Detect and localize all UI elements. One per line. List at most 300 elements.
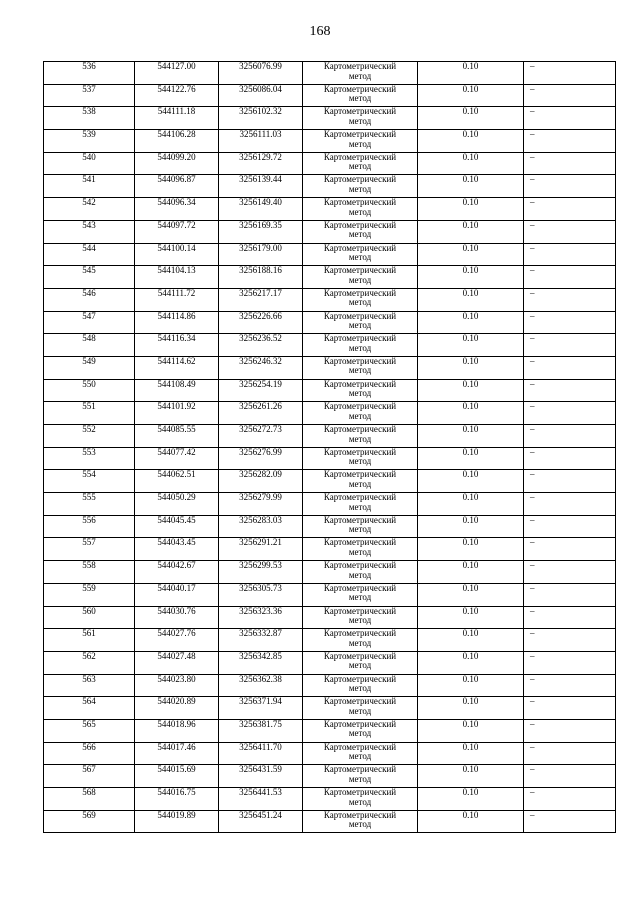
method-line-1: Картометрический [323,742,397,752]
y-coordinate-cell: 3256291.21 [219,538,303,561]
method-line-1: Картометрический [323,265,397,276]
point-number-cell: 562 [44,651,135,674]
y-coordinate-cell: 3256236.52 [219,334,303,357]
point-number-cell: 569 [44,810,135,833]
method-line-1: Картометрический [323,333,397,344]
accuracy-cell: 0.10 [418,561,524,584]
method-cell [303,561,418,584]
method-line-1: Картометрический [323,764,397,775]
x-coordinate-cell: 544027.76 [135,629,219,652]
note-cell: – [524,356,616,379]
method-line-1: Картометрический [323,243,397,253]
table-row [44,674,616,697]
accuracy-cell: 0.10 [418,62,524,85]
x-coordinate-cell: 544096.34 [135,198,219,221]
x-coordinate-cell: 544114.86 [135,311,219,334]
accuracy-cell: 0.10 [418,765,524,788]
table-row [44,288,616,311]
table-row [44,470,616,493]
x-coordinate-cell: 544017.46 [135,742,219,765]
accuracy-cell: 0.10 [418,810,524,833]
method-line-1: Картометрический [323,719,397,729]
method-line-2: метод [348,546,372,557]
method-cell [303,447,418,470]
note-cell: – [524,175,616,198]
y-coordinate-cell: 3256149.40 [219,198,303,221]
note-cell: – [524,765,616,788]
note-cell: – [524,130,616,153]
method-cell [303,243,418,266]
accuracy-cell: 0.10 [418,583,524,606]
x-coordinate-cell: 544096.87 [135,175,219,198]
method-cell [303,470,418,493]
method-line-2: метод [348,138,372,149]
accuracy-cell: 0.10 [418,629,524,652]
accuracy-cell: 0.10 [418,447,524,470]
accuracy-cell: 0.10 [418,379,524,402]
x-coordinate-cell: 544030.76 [135,606,219,629]
y-coordinate-cell: 3256102.32 [219,107,303,130]
method-line-2: метод [348,592,372,603]
point-number-cell: 554 [44,470,135,493]
method-line-2: метод [348,297,372,308]
method-cell [303,697,418,720]
y-coordinate-cell: 3256272.73 [219,425,303,448]
x-coordinate-cell: 544114.62 [135,356,219,379]
table-row [44,220,616,243]
method-line-2: метод [348,478,372,489]
table-row [44,515,616,538]
y-coordinate-cell: 3256188.16 [219,266,303,289]
accuracy-cell: 0.10 [418,243,524,266]
table-row [44,62,616,85]
y-coordinate-cell: 3256381.75 [219,719,303,742]
method-line-2: метод [348,773,372,784]
method-line-2: метод [348,569,372,580]
table-row [44,266,616,289]
method-line-2: метод [348,751,372,762]
table-row [44,84,616,107]
method-cell [303,719,418,742]
method-cell [303,788,418,811]
method-line-1: Картометрический [323,106,397,117]
x-coordinate-cell: 544050.29 [135,493,219,516]
accuracy-cell: 0.10 [418,788,524,811]
x-coordinate-cell: 544018.96 [135,719,219,742]
note-cell: – [524,561,616,584]
y-coordinate-cell: 3256129.72 [219,152,303,175]
method-line-2: метод [348,70,372,81]
method-line-2: метод [348,683,372,694]
point-number-cell: 538 [44,107,135,130]
accuracy-cell: 0.10 [418,719,524,742]
x-coordinate-cell: 544015.69 [135,765,219,788]
x-coordinate-cell: 544020.89 [135,697,219,720]
y-coordinate-cell: 3256332.87 [219,629,303,652]
y-coordinate-cell: 3256411.70 [219,742,303,765]
method-line-1: Картометрический [323,651,397,661]
coordinates-table-body [44,62,616,833]
table-row [44,583,616,606]
y-coordinate-cell: 3256076.99 [219,62,303,85]
method-cell [303,606,418,629]
table-row [44,651,616,674]
method-line-2: метод [348,365,372,376]
note-cell: – [524,152,616,175]
point-number-cell: 544 [44,243,135,266]
method-line-1: Картометрический [323,61,397,71]
method-cell [303,84,418,107]
x-coordinate-cell: 544016.75 [135,788,219,811]
point-number-cell: 560 [44,606,135,629]
note-cell: – [524,243,616,266]
method-line-1: Картометрический [323,84,397,94]
method-line-1: Картометрический [323,560,397,571]
y-coordinate-cell: 3256371.94 [219,697,303,720]
y-coordinate-cell: 3256111.03 [219,130,303,153]
note-cell: – [524,493,616,516]
y-coordinate-cell: 3256261.26 [219,402,303,425]
y-coordinate-cell: 3256217.17 [219,288,303,311]
method-cell [303,62,418,85]
y-coordinate-cell: 3256169.35 [219,220,303,243]
point-number-cell: 543 [44,220,135,243]
accuracy-cell: 0.10 [418,538,524,561]
note-cell: – [524,220,616,243]
note-cell: – [524,697,616,720]
x-coordinate-cell: 544100.14 [135,243,219,266]
point-number-cell: 553 [44,447,135,470]
accuracy-cell: 0.10 [418,311,524,334]
x-coordinate-cell: 544111.72 [135,288,219,311]
table-row [44,379,616,402]
x-coordinate-cell: 544099.20 [135,152,219,175]
method-line-2: метод [348,252,372,262]
note-cell: – [524,651,616,674]
method-cell [303,629,418,652]
method-line-2: метод [348,93,372,104]
y-coordinate-cell: 3256279.99 [219,493,303,516]
method-line-2: метод [348,615,372,625]
method-line-2: метод [348,115,372,126]
x-coordinate-cell: 544019.89 [135,810,219,833]
method-cell [303,810,418,833]
table-row [44,356,616,379]
note-cell: – [524,538,616,561]
table-row [44,629,616,652]
method-cell [303,288,418,311]
table-row [44,311,616,334]
point-number-cell: 550 [44,379,135,402]
table-row [44,765,616,788]
point-number-cell: 564 [44,697,135,720]
point-number-cell: 558 [44,561,135,584]
point-number-cell: 551 [44,402,135,425]
method-line-2: метод [348,660,372,671]
y-coordinate-cell: 3256342.85 [219,651,303,674]
point-number-cell: 566 [44,742,135,765]
table-row [44,810,616,833]
accuracy-cell: 0.10 [418,198,524,221]
accuracy-cell: 0.10 [418,266,524,289]
accuracy-cell: 0.10 [418,107,524,130]
y-coordinate-cell: 3256246.32 [219,356,303,379]
table-row [44,402,616,425]
table-row [44,561,616,584]
y-coordinate-cell: 3256282.09 [219,470,303,493]
table-row [44,152,616,175]
method-cell [303,198,418,221]
note-cell: – [524,674,616,697]
point-number-cell: 563 [44,674,135,697]
method-line-2: метод [348,183,372,194]
method-line-1: Картометрический [323,537,397,548]
method-cell [303,130,418,153]
method-line-1: Картометрический [323,197,397,208]
point-number-cell: 545 [44,266,135,289]
note-cell: – [524,266,616,289]
point-number-cell: 547 [44,311,135,334]
method-line-1: Картометрический [323,401,397,412]
table-row [44,107,616,130]
x-coordinate-cell: 544043.45 [135,538,219,561]
method-line-1: Картометрический [323,311,397,321]
table-row [44,175,616,198]
accuracy-cell: 0.10 [418,356,524,379]
method-cell [303,538,418,561]
method-line-2: метод [348,388,372,399]
table-row [44,198,616,221]
accuracy-cell: 0.10 [418,674,524,697]
note-cell: – [524,470,616,493]
method-cell [303,765,418,788]
note-cell: – [524,62,616,85]
table-row [44,243,616,266]
method-line-1: Картометрический [323,628,397,639]
method-line-1: Картометрический [323,356,397,366]
point-number-cell: 541 [44,175,135,198]
point-number-cell: 567 [44,765,135,788]
accuracy-cell: 0.10 [418,742,524,765]
y-coordinate-cell: 3256179.00 [219,243,303,266]
method-line-1: Картометрический [323,469,397,480]
method-line-2: метод [348,728,372,739]
y-coordinate-cell: 3256441.53 [219,788,303,811]
note-cell: – [524,719,616,742]
method-line-1: Картометрический [323,674,397,684]
method-line-1: Картометрический [323,379,397,389]
x-coordinate-cell: 544023.80 [135,674,219,697]
point-number-cell: 537 [44,84,135,107]
method-cell [303,175,418,198]
point-number-cell: 559 [44,583,135,606]
method-line-2: метод [348,274,372,285]
y-coordinate-cell: 3256254.19 [219,379,303,402]
table-row [44,606,616,629]
point-number-cell: 557 [44,538,135,561]
method-cell [303,266,418,289]
method-cell [303,107,418,130]
point-number-cell: 548 [44,334,135,357]
y-coordinate-cell: 3256139.44 [219,175,303,198]
accuracy-cell: 0.10 [418,493,524,516]
method-line-2: метод [348,342,372,353]
x-coordinate-cell: 544027.48 [135,651,219,674]
note-cell: – [524,198,616,221]
note-cell: – [524,402,616,425]
y-coordinate-cell: 3256431.59 [219,765,303,788]
method-line-1: Картометрический [323,787,397,797]
accuracy-cell: 0.10 [418,220,524,243]
point-number-cell: 539 [44,130,135,153]
y-coordinate-cell: 3256305.73 [219,583,303,606]
method-line-2: метод [348,433,372,444]
method-cell [303,402,418,425]
note-cell: – [524,447,616,470]
method-line-1: Картометрический [323,492,397,503]
point-number-cell: 555 [44,493,135,516]
accuracy-cell: 0.10 [418,84,524,107]
note-cell: – [524,84,616,107]
note-cell: – [524,583,616,606]
point-number-cell: 556 [44,515,135,538]
x-coordinate-cell: 544097.72 [135,220,219,243]
method-line-2: метод [348,456,372,467]
y-coordinate-cell: 3256276.99 [219,447,303,470]
table-row [44,538,616,561]
method-cell [303,311,418,334]
y-coordinate-cell: 3256323.36 [219,606,303,629]
point-number-cell: 565 [44,719,135,742]
x-coordinate-cell: 544077.42 [135,447,219,470]
method-cell [303,152,418,175]
table-row [44,425,616,448]
y-coordinate-cell: 3256299.53 [219,561,303,584]
method-line-2: метод [348,819,372,830]
note-cell: – [524,515,616,538]
note-cell: – [524,629,616,652]
method-cell [303,515,418,538]
x-coordinate-cell: 544085.55 [135,425,219,448]
accuracy-cell: 0.10 [418,470,524,493]
method-line-1: Картометрический [323,696,397,707]
method-cell [303,583,418,606]
method-line-2: метод [348,637,372,648]
method-cell [303,356,418,379]
method-line-2: метод [348,524,372,535]
note-cell: – [524,107,616,130]
method-line-2: метод [348,796,372,807]
method-line-2: метод [348,161,372,172]
method-cell [303,379,418,402]
x-coordinate-cell: 544127.00 [135,62,219,85]
method-line-1: Картометрический [323,583,397,593]
method-cell [303,674,418,697]
note-cell: – [524,606,616,629]
table-row [44,742,616,765]
accuracy-cell: 0.10 [418,152,524,175]
y-coordinate-cell: 3256362.38 [219,674,303,697]
method-cell [303,742,418,765]
method-line-2: метод [348,229,372,240]
x-coordinate-cell: 544104.13 [135,266,219,289]
x-coordinate-cell: 544116.34 [135,334,219,357]
point-number-cell: 549 [44,356,135,379]
x-coordinate-cell: 544122.76 [135,84,219,107]
note-cell: – [524,379,616,402]
method-cell [303,220,418,243]
note-cell: – [524,788,616,811]
x-coordinate-cell: 544040.17 [135,583,219,606]
method-line-1: Картометрический [323,515,397,525]
x-coordinate-cell: 544045.45 [135,515,219,538]
method-line-2: метод [348,501,372,512]
table-row [44,130,616,153]
note-cell: – [524,311,616,334]
method-line-2: метод [348,410,372,421]
y-coordinate-cell: 3256283.03 [219,515,303,538]
x-coordinate-cell: 544108.49 [135,379,219,402]
accuracy-cell: 0.10 [418,425,524,448]
point-number-cell: 540 [44,152,135,175]
note-cell: – [524,425,616,448]
method-line-1: Картометрический [323,606,397,616]
method-line-1: Картометрический [323,810,397,820]
method-cell [303,651,418,674]
y-coordinate-cell: 3256086.04 [219,84,303,107]
table-row [44,447,616,470]
method-line-2: метод [348,206,372,217]
coordinates-table [43,61,616,833]
method-cell [303,425,418,448]
point-number-cell: 552 [44,425,135,448]
accuracy-cell: 0.10 [418,697,524,720]
x-coordinate-cell: 544042.67 [135,561,219,584]
accuracy-cell: 0.10 [418,334,524,357]
method-line-1: Картометрический [323,288,397,298]
method-line-1: Картометрический [323,129,397,140]
x-coordinate-cell: 544101.92 [135,402,219,425]
method-line-1: Картометрический [323,174,397,185]
point-number-cell: 561 [44,629,135,652]
note-cell: – [524,742,616,765]
method-line-1: Картометрический [323,424,397,434]
x-coordinate-cell: 544111.18 [135,107,219,130]
method-line-1: Картометрический [323,220,397,230]
note-cell: – [524,810,616,833]
x-coordinate-cell: 544106.28 [135,130,219,153]
method-cell [303,334,418,357]
table-row [44,697,616,720]
y-coordinate-cell: 3256226.66 [219,311,303,334]
accuracy-cell: 0.10 [418,651,524,674]
page-number: 168 [309,24,331,39]
accuracy-cell: 0.10 [418,606,524,629]
note-cell: – [524,288,616,311]
y-coordinate-cell: 3256451.24 [219,810,303,833]
accuracy-cell: 0.10 [418,175,524,198]
method-line-2: метод [348,705,372,716]
accuracy-cell: 0.10 [418,288,524,311]
point-number-cell: 536 [44,62,135,85]
method-line-2: метод [348,320,372,331]
accuracy-cell: 0.10 [418,515,524,538]
table-row [44,788,616,811]
x-coordinate-cell: 544062.51 [135,470,219,493]
table-row [44,719,616,742]
point-number-cell: 546 [44,288,135,311]
method-line-1: Картометрический [323,447,397,457]
